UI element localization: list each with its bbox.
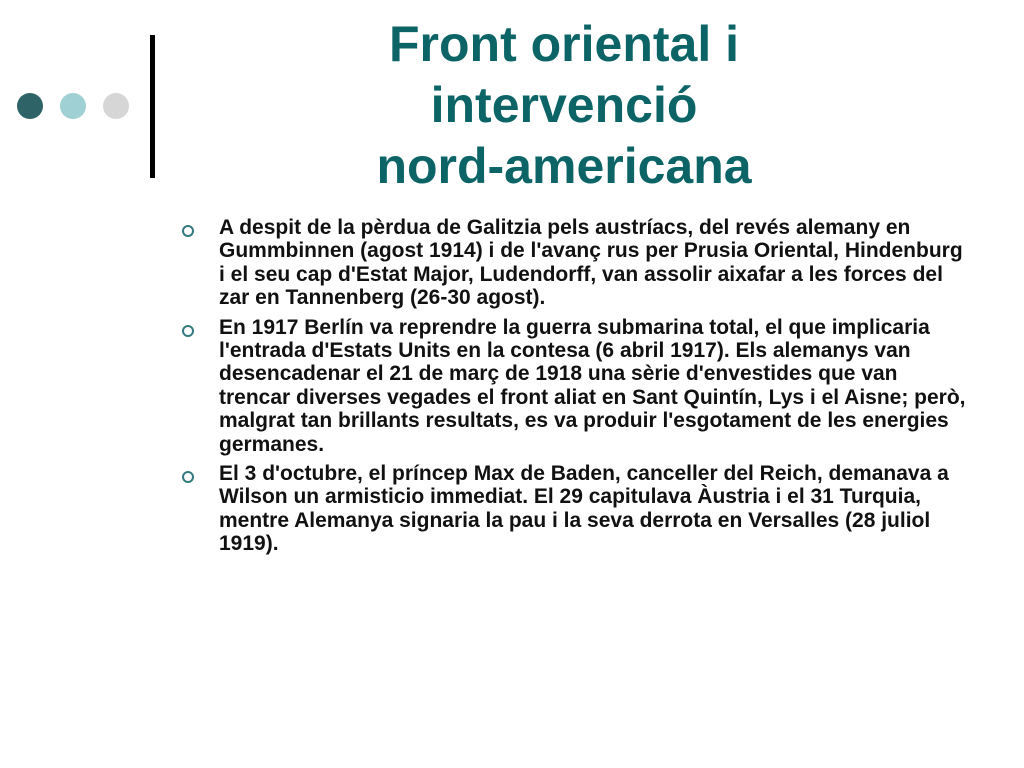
bullet-item [182, 316, 972, 456]
bullet-item [182, 462, 972, 556]
bullet-text: En 1917 Berlín va reprendre la guerra submarina total, el que implicaria l'entrada d'Estats Units en la contesa (6 abril 1917). Els alemanys van desencadenar el 21 de març de 1918 una sèrie d'envestides que van trencar diverses vegades el front aliat en Sant Quintín, Lys i el Aisne; però, malgrat tan brillants resultats, es va produir l'esgotament de les energies germanes. [219, 315, 966, 456]
slide-title-line: intervenció [430, 77, 698, 133]
ring-bullet-icon [182, 471, 194, 483]
bullet-text: A despit de la pèrdua de Galitzia pels austríacs, del revés alemany en Gummbinnen (agost 1914) i de l'avanç rus per Prusia Oriental, Hindenburg i el seu cap d'Estat Major, Ludendorff, van assolir aixafar a les forces del zar en Tannenberg (26-30 agost). [219, 216, 963, 310]
decorative-dot-dark [17, 93, 43, 119]
slide-title-line: Front oriental i [389, 16, 739, 72]
bullet-text: El 3 d'octubre, el príncep Max de Baden, canceller del Reich, demanava a Wilson un armisticio immediat. El 29 capitulava Àustria i el 31 Turquia, mentre Alemanya signaria la pau i la seva derrota en Versalles (28 juliol 1919). [219, 462, 949, 556]
bullet-list [182, 216, 972, 562]
bullet-item [182, 216, 972, 310]
decorative-dot-gray [103, 93, 129, 119]
decorative-vertical-line [150, 35, 155, 178]
slide-title [300, 14, 828, 197]
ring-bullet-icon [182, 225, 194, 237]
slide-title-line: nord-americana [376, 138, 752, 194]
decorative-dot-light [60, 93, 86, 119]
ring-bullet-icon [182, 325, 194, 337]
